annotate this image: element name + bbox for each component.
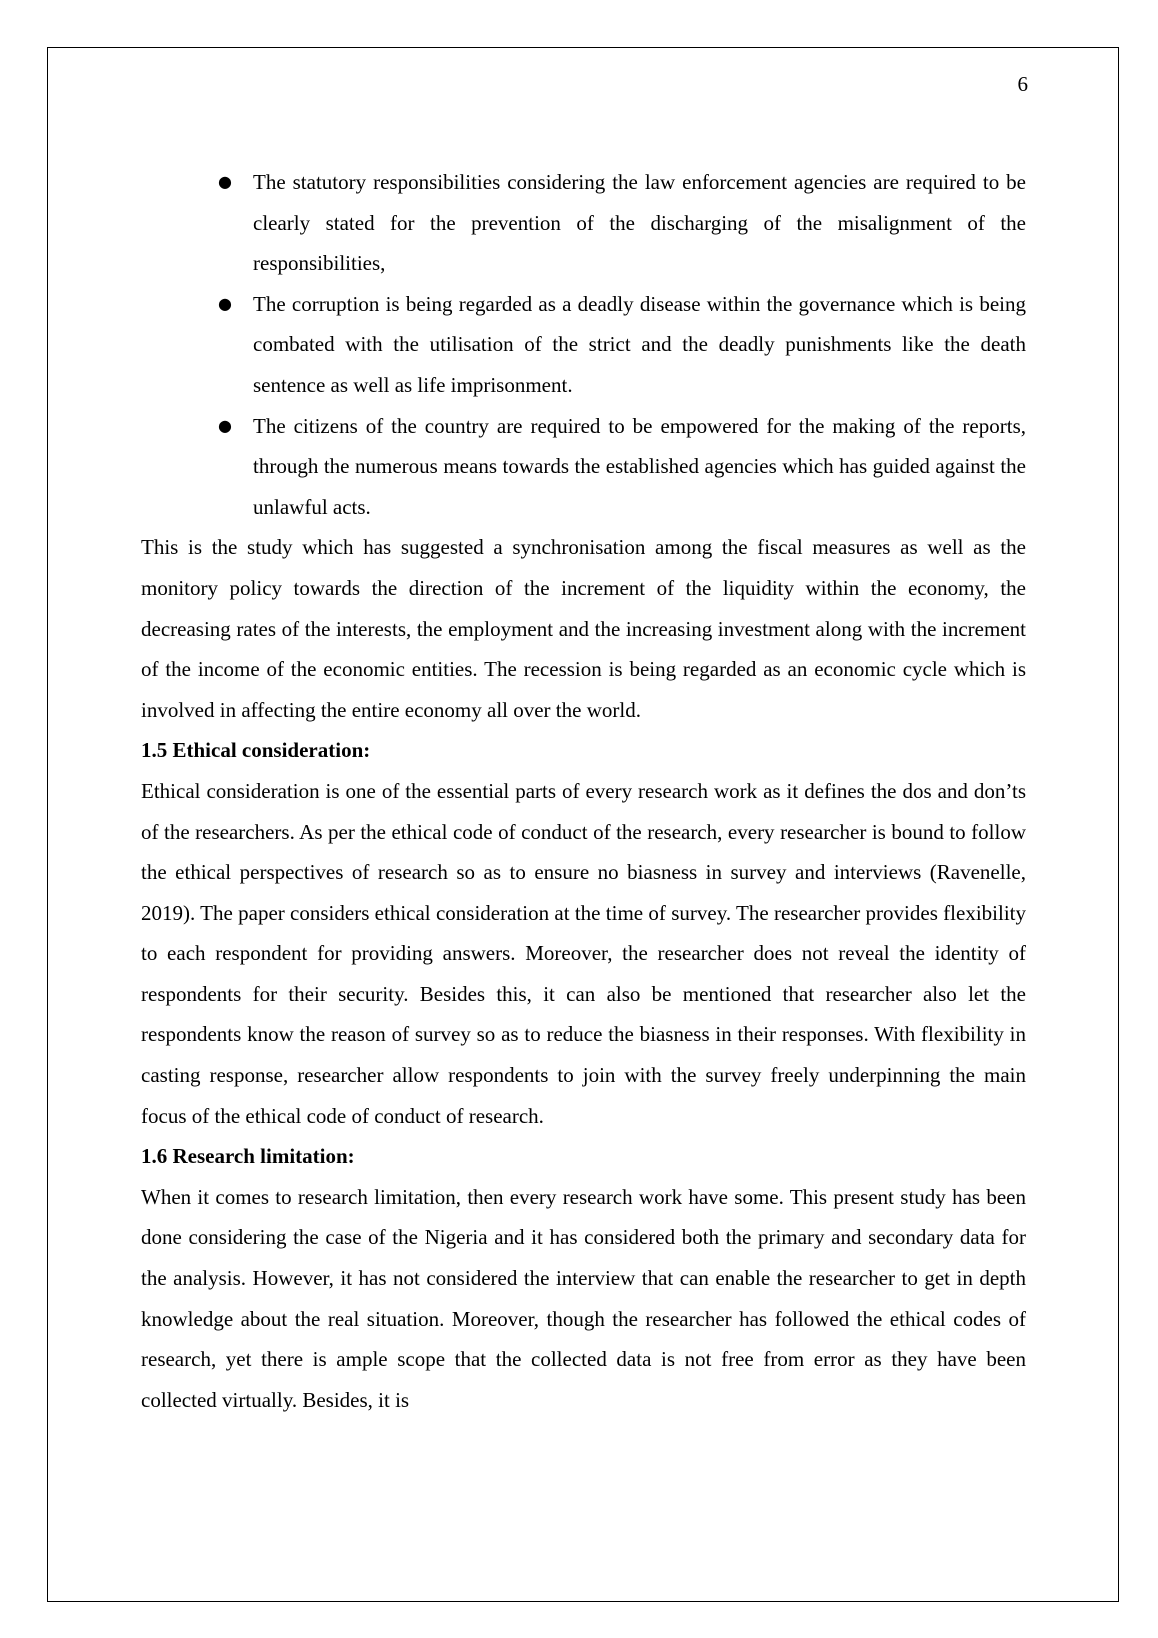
document-body [141,162,1026,1420]
bullet-dot-icon: ● [218,415,232,435]
bullet-text: The citizens of the country are required to be empowered for the making of the reports, through the numerous means towards the established agencies which has guided against the unlawful acts. [253,413,1026,519]
bullet-item [141,284,1026,406]
paragraph-research-limitation: When it comes to research limitation, then every research work have some. This present study has been done considering the case of the Nigeria and it has considered both the primary and secondary data for the analysis. However, it has not considered the interview that can enable the researcher to get in depth knowledge about the real situation. Moreover, though the researcher has followed the ethical codes of research, yet there is ample scope that the collected data is not free from error as they have been collected virtually. Besides, it is [141,1184,1026,1412]
bullet-item [141,162,1026,284]
bullet-dot-icon: ● [218,293,232,313]
section-heading-ethical-consideration: 1.5 Ethical consideration: [141,738,371,763]
paragraph-ethical-consideration: Ethical consideration is one of the essential parts of every research work as it defines the dos and don’ts of the researchers. As per the ethical code of conduct of the research, every researcher is bound to follow the ethical perspectives of research so as to ensure no biasness in survey and interviews (Ravenelle, 2019). The paper considers ethical consideration at the time of survey. The researcher provides flexibility to each respondent for providing answers. Moreover, the researcher does not reveal the identity of respondents for their security. Besides this, it can also be mentioned that researcher also let the respondents know the reason of survey so as to reduce the biasness in their responses. With flexibility in casting response, researcher allow respondents to join with the survey freely underpinning the main focus of the ethical code of conduct of research. [141,778,1026,1128]
bullet-list [141,162,1026,527]
paragraph-synchronisation: This is the study which has suggested a synchronisation among the fiscal measures as well as the monitory policy towards the direction of the increment of the liquidity within the economy, the decreasing rates of the interests, the employment and the increasing investment along with the increment of the income of the economic entities. The recession is being regarded as an economic cycle which is involved in affecting the entire economy all over the world. [141,535,1026,722]
page-number: 6 [1017,72,1028,96]
bullet-dot-icon: ● [218,172,232,191]
bullet-text: The corruption is being regarded as a deadly disease within the governance which is being combated with the utilisation of the strict and the deadly punishments like the death sentence as well as life imprisonment. [253,291,1026,397]
bullet-text: The statutory responsibilities considering the law enforcement agencies are required to be clearly stated for the prevention of the discharging of the misalignment of the responsibilities, [253,170,1026,276]
section-heading-research-limitation: 1.6 Research limitation: [141,1144,355,1169]
bullet-item [141,406,1026,528]
